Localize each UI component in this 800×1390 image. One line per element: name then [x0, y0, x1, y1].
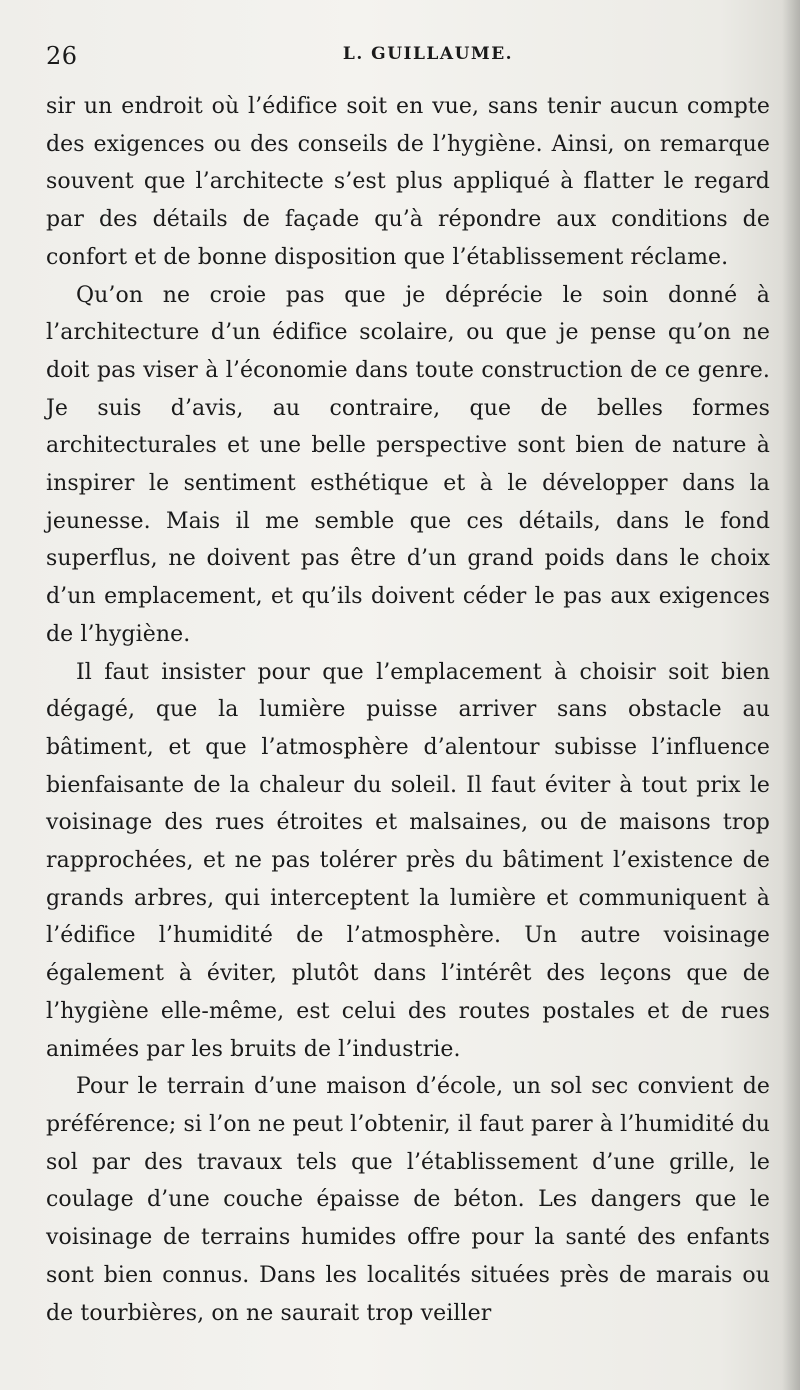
running-head: [46, 38, 770, 78]
page-number: 26: [46, 42, 78, 70]
paragraph: Qu’on ne croie pas que je déprécie le soin donné à l’architecture d’un édifice scolaire, ou que je pense qu’on ne doit pas viser à l’économie dans toute construction de ce genre. Je suis d’avis, au contraire, que de belles formes architecturales et une belle perspective sont bien de nature à inspirer le sentiment esthétique et à le développer dans la jeunesse. Mais il me semble que ces détails, dans le fond superflus, ne doivent pas être d’un grand poids dans le choix d’un emplacement, et qu’ils doivent céder le pas aux exigences de l’hygiène.: [46, 282, 770, 647]
running-title: L. GUILLAUME.: [342, 44, 514, 64]
paragraph: Pour le terrain d’une maison d’école, un sol sec convient de préférence; si l’on ne peut l’obtenir, il faut parer à l’humidité du sol par des travaux tels que l’établissement d’une grille, le coulage d’une couche épaisse de béton. Les dangers que le voisinage de terrains humides offre pour la santé des enfants sont bien connus. Dans les localités situées près de marais ou de tourbières, on ne saurait trop veiller: [46, 1074, 770, 1326]
paragraph: Il faut insister pour que l’emplacement à choisir soit bien dégagé, que la lumière puisse arriver sans obstacle au bâtiment, et que l’atmosphère d’alentour subisse l’influence bienfaisante de la chaleur du soleil. Il faut éviter à tout prix le voisinage des rues étroites et malsaines, ou de maisons trop rapprochées, et ne pas tolérer près du bâtiment l’existence de grands arbres, qui interceptent la lumière et communiquent à l’édifice l’humidité de l’atmosphère. Un autre voisinage également à éviter, plutôt dans l’intérêt des leçons que de l’hygiène elle-même, est celui des routes postales et de rues animées par les bruits de l’industrie.: [46, 659, 770, 1062]
paragraph-continuation: sir un endroit où l’édifice soit en vue, sans tenir aucun compte des exigences ou des conseils de l’hygiène. Ainsi, on remarque souvent que l’architecte s’est plus appliqué à flatter le regard par des détails de façade qu’à répondre aux conditions de confort et de bonne disposition que l’établissement réclame.: [46, 94, 770, 270]
body-text: [46, 88, 770, 1332]
